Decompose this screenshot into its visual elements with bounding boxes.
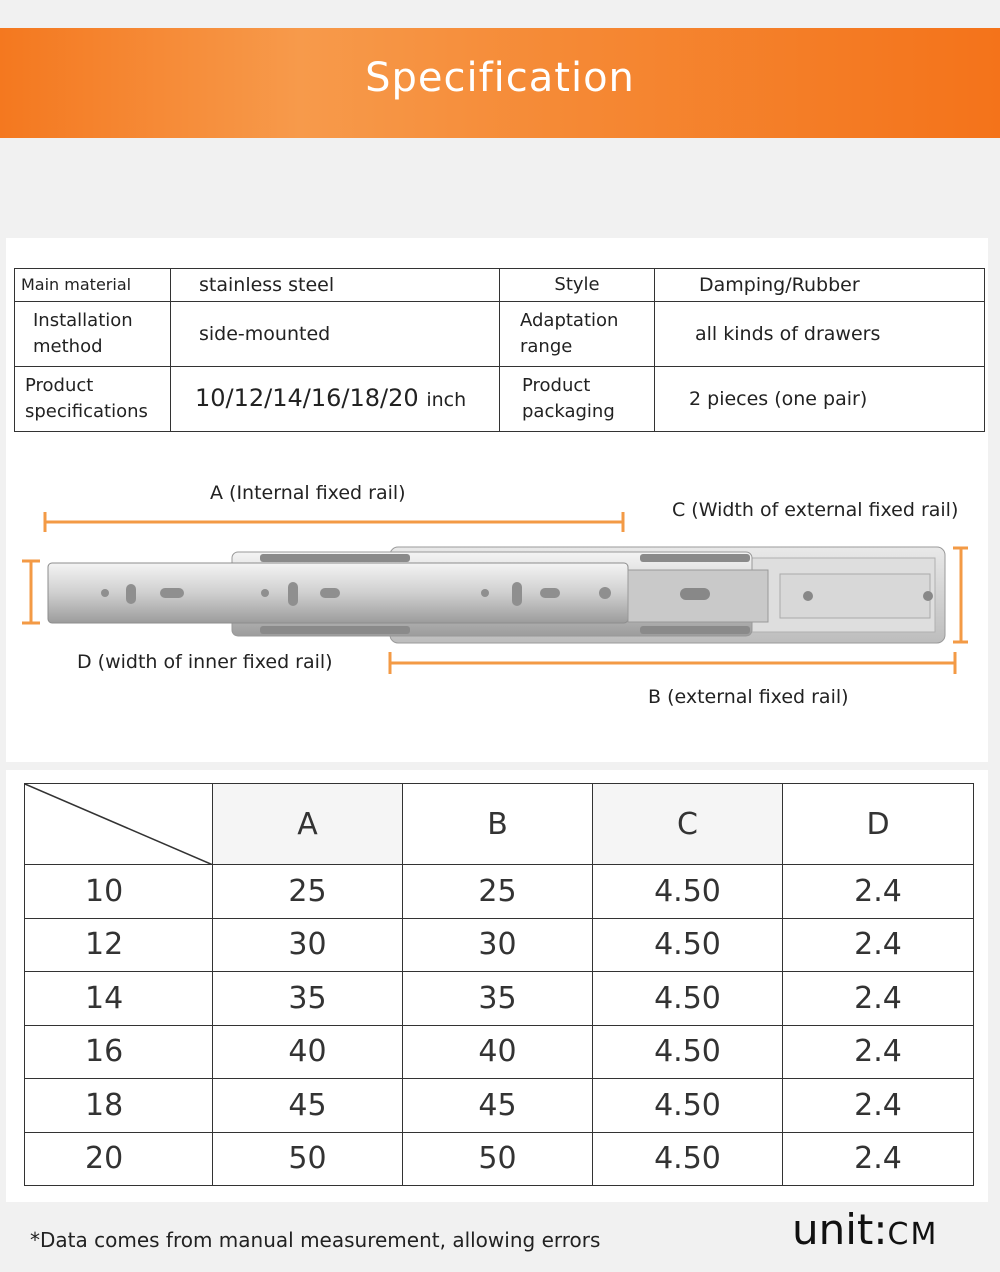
rail-illustration xyxy=(0,470,1000,730)
value-b: 25 xyxy=(403,865,593,919)
size-table-header xyxy=(25,784,974,865)
spec-value xyxy=(171,367,500,432)
table-row xyxy=(25,1132,974,1186)
label-d: D (width of inner fixed rail) xyxy=(77,651,333,673)
corner-cell xyxy=(25,784,213,865)
size-cell: 20 xyxy=(25,1132,213,1186)
spec-label: Installation method xyxy=(15,302,171,367)
value-a: 35 xyxy=(213,972,403,1026)
label-b: B (external fixed rail) xyxy=(648,686,849,708)
table-row xyxy=(25,972,974,1026)
value-c: 4.50 xyxy=(593,972,783,1026)
table-row xyxy=(25,918,974,972)
value-d: 2.4 xyxy=(783,918,974,972)
table-row xyxy=(25,865,974,919)
spec-row xyxy=(15,367,985,432)
value-d: 2.4 xyxy=(783,1025,974,1079)
value-a: 50 xyxy=(213,1132,403,1186)
label-a: A (Internal fixed rail) xyxy=(210,482,406,504)
size-cell: 14 xyxy=(25,972,213,1026)
spec-label: Adaptation range xyxy=(500,302,655,367)
column-header: A xyxy=(213,784,403,865)
table-row xyxy=(25,1079,974,1133)
spec-value: all kinds of drawers xyxy=(655,302,985,367)
spec-value: side-mounted xyxy=(171,302,500,367)
value-c: 4.50 xyxy=(593,918,783,972)
value-c: 4.50 xyxy=(593,1025,783,1079)
spec-label: Main material xyxy=(15,269,171,302)
value-a: 45 xyxy=(213,1079,403,1133)
value-c: 4.50 xyxy=(593,1079,783,1133)
size-cell: 10 xyxy=(25,865,213,919)
value-b: 50 xyxy=(403,1132,593,1186)
value-d: 2.4 xyxy=(783,972,974,1026)
value-b: 45 xyxy=(403,1079,593,1133)
unit-label xyxy=(792,1205,938,1254)
spec-value: 2 pieces (one pair) xyxy=(655,367,985,432)
value-b: 35 xyxy=(403,972,593,1026)
value-b: 30 xyxy=(403,918,593,972)
table-row xyxy=(25,1025,974,1079)
label-c: C (Width of external fixed rail) xyxy=(672,499,959,521)
value-d: 2.4 xyxy=(783,1132,974,1186)
value-d: 2.4 xyxy=(783,1079,974,1133)
spec-row xyxy=(15,269,985,302)
spec-sizes: 10/12/14/16/18/20 xyxy=(195,384,419,413)
diagonal-line xyxy=(25,784,213,865)
value-a: 40 xyxy=(213,1025,403,1079)
unit-prefix: unit: xyxy=(792,1205,888,1254)
size-cell: 18 xyxy=(25,1079,213,1133)
page-title: Specification xyxy=(365,55,635,101)
value-c: 4.50 xyxy=(593,1132,783,1186)
measurement-note: *Data comes from manual measurement, allowing errors xyxy=(30,1228,601,1252)
value-d: 2.4 xyxy=(783,865,974,919)
value-b: 40 xyxy=(403,1025,593,1079)
spec-value: stainless steel xyxy=(171,269,500,302)
spec-label: Product packaging xyxy=(500,367,655,432)
spec-label: Style xyxy=(500,269,655,302)
unit-value: CM xyxy=(887,1217,939,1252)
value-c: 4.50 xyxy=(593,865,783,919)
spec-value: Damping/Rubber xyxy=(655,269,985,302)
size-table xyxy=(24,783,974,1186)
spec-row xyxy=(15,302,985,367)
column-header: B xyxy=(403,784,593,865)
spec-table xyxy=(14,268,985,432)
size-cell: 12 xyxy=(25,918,213,972)
size-cell: 16 xyxy=(25,1025,213,1079)
column-header: D xyxy=(783,784,974,865)
spec-unit: inch xyxy=(426,389,467,412)
column-header: C xyxy=(593,784,783,865)
rail-diagram xyxy=(0,470,1000,730)
spec-label: Product specifications xyxy=(15,367,171,432)
header-banner xyxy=(0,28,1000,138)
value-a: 25 xyxy=(213,865,403,919)
value-a: 30 xyxy=(213,918,403,972)
